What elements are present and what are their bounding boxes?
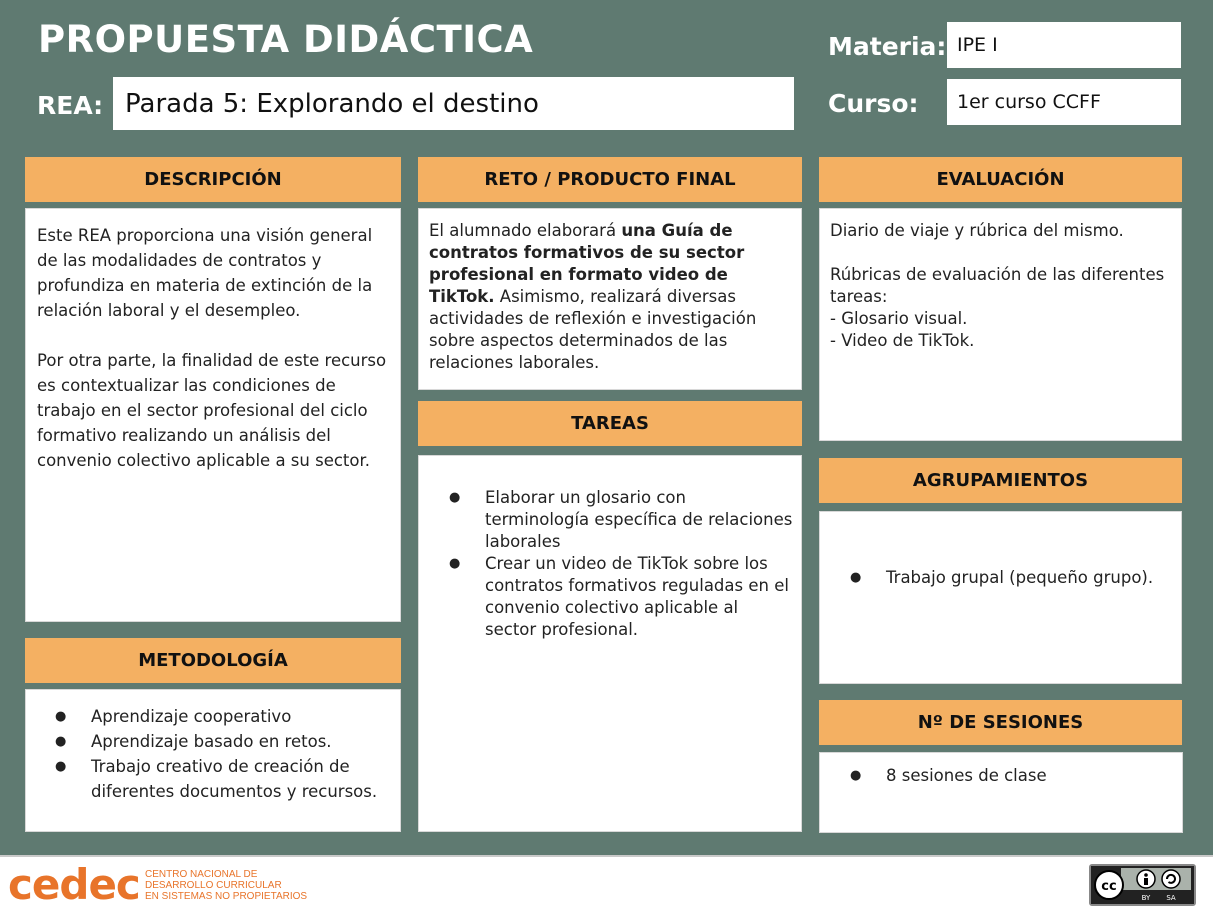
agrupamientos-list (830, 567, 1173, 589)
descripcion-panel (25, 208, 401, 622)
materia-label: Materia: (828, 32, 947, 61)
curso-field[interactable]: 1er curso CCFF (947, 79, 1181, 125)
metodologia-header: METODOLOGÍA (25, 638, 401, 683)
agrupamientos-panel (819, 511, 1182, 684)
list-item: ● Elaborar un glosario con terminología específica de relaciones laborales (429, 487, 793, 553)
license-badge-graphic (1091, 866, 1194, 904)
cc-by-sa-icon[interactable] (1089, 864, 1196, 906)
reto-text-highlight: una Guía de contratos formativos de su sector profesional en formato video de TikTok. (429, 221, 745, 306)
list-item: ● 8 sesiones de clase (830, 765, 1174, 787)
descripcion-header: DESCRIPCIÓN (25, 157, 401, 202)
evaluacion-header: EVALUACIÓN (819, 157, 1182, 202)
materia-field[interactable]: IPE I (947, 22, 1181, 68)
page-title: PROPUESTA DIDÁCTICA (38, 18, 534, 61)
cedec-logo[interactable]: cedec (8, 860, 140, 909)
sesiones-panel (819, 752, 1183, 833)
svg-text:cc: cc (1101, 879, 1117, 894)
list-item: ● Trabajo creativo de creación de diferentes documentos y recursos. (35, 754, 390, 804)
reto-panel (418, 208, 802, 390)
descripcion-paragraph-2: Por otra parte, la finalidad de este recurso es contextualizar las condiciones de trabajo en el sector profesional del ciclo formativo realizando un análisis del convenio colectivo aplicable a su sector. (37, 351, 387, 470)
metodologia-panel (25, 689, 401, 832)
org-line: CENTRO NACIONAL DE (145, 869, 258, 880)
rea-label: REA: (37, 91, 104, 120)
sesiones-header: Nº DE SESIONES (819, 700, 1182, 745)
list-item: ● Trabajo grupal (pequeño grupo). (830, 567, 1173, 589)
reto-header: RETO / PRODUCTO FINAL (418, 157, 802, 202)
sesiones-list (830, 765, 1174, 787)
tareas-header: TAREAS (418, 401, 802, 446)
agrupamientos-header: AGRUPAMIENTOS (819, 458, 1182, 503)
tareas-list (429, 487, 793, 641)
rea-field[interactable]: Parada 5: Explorando el destino (113, 77, 794, 130)
tareas-panel (418, 455, 802, 832)
reto-text-rest: Asimismo, realizará diversas actividades de reflexión e investigación sobre aspectos determinados de las relaciones laborales. (429, 287, 757, 372)
metodologia-list (35, 704, 390, 804)
evaluacion-line-3: - Glosario visual. (830, 309, 968, 328)
curso-label: Curso: (828, 89, 919, 118)
evaluacion-panel (819, 208, 1182, 441)
list-item: ● Crear un video de TikTok sobre los contratos formativos reguladas en el convenio colectivo aplicable al sector profesional. (429, 553, 793, 641)
cedec-org-name (145, 869, 307, 902)
footer (0, 855, 1213, 910)
license-sa-label: SA (1166, 894, 1176, 902)
license-by-label: BY (1141, 894, 1151, 902)
evaluacion-line-4: - Video de TikTok. (830, 331, 975, 350)
descripcion-paragraph-1: Este REA proporciona una visión general de las modalidades de contratos y profundiza en materia de extinción de la relación laboral y el desempleo. (37, 226, 373, 320)
evaluacion-line-2: Rúbricas de evaluación de las diferentes tareas: (830, 265, 1165, 306)
reto-text (429, 220, 791, 374)
org-line: EN SISTEMAS NO PROPIETARIOS (145, 891, 308, 902)
list-item: ● Aprendizaje cooperativo (35, 704, 390, 729)
list-item: ● Aprendizaje basado en retos. (35, 729, 390, 754)
org-line: DESARROLLO CURRICULAR (145, 880, 282, 891)
evaluacion-line-1: Diario de viaje y rúbrica del mismo. (830, 221, 1124, 240)
reto-text-intro: El alumnado elaborará (429, 221, 622, 240)
